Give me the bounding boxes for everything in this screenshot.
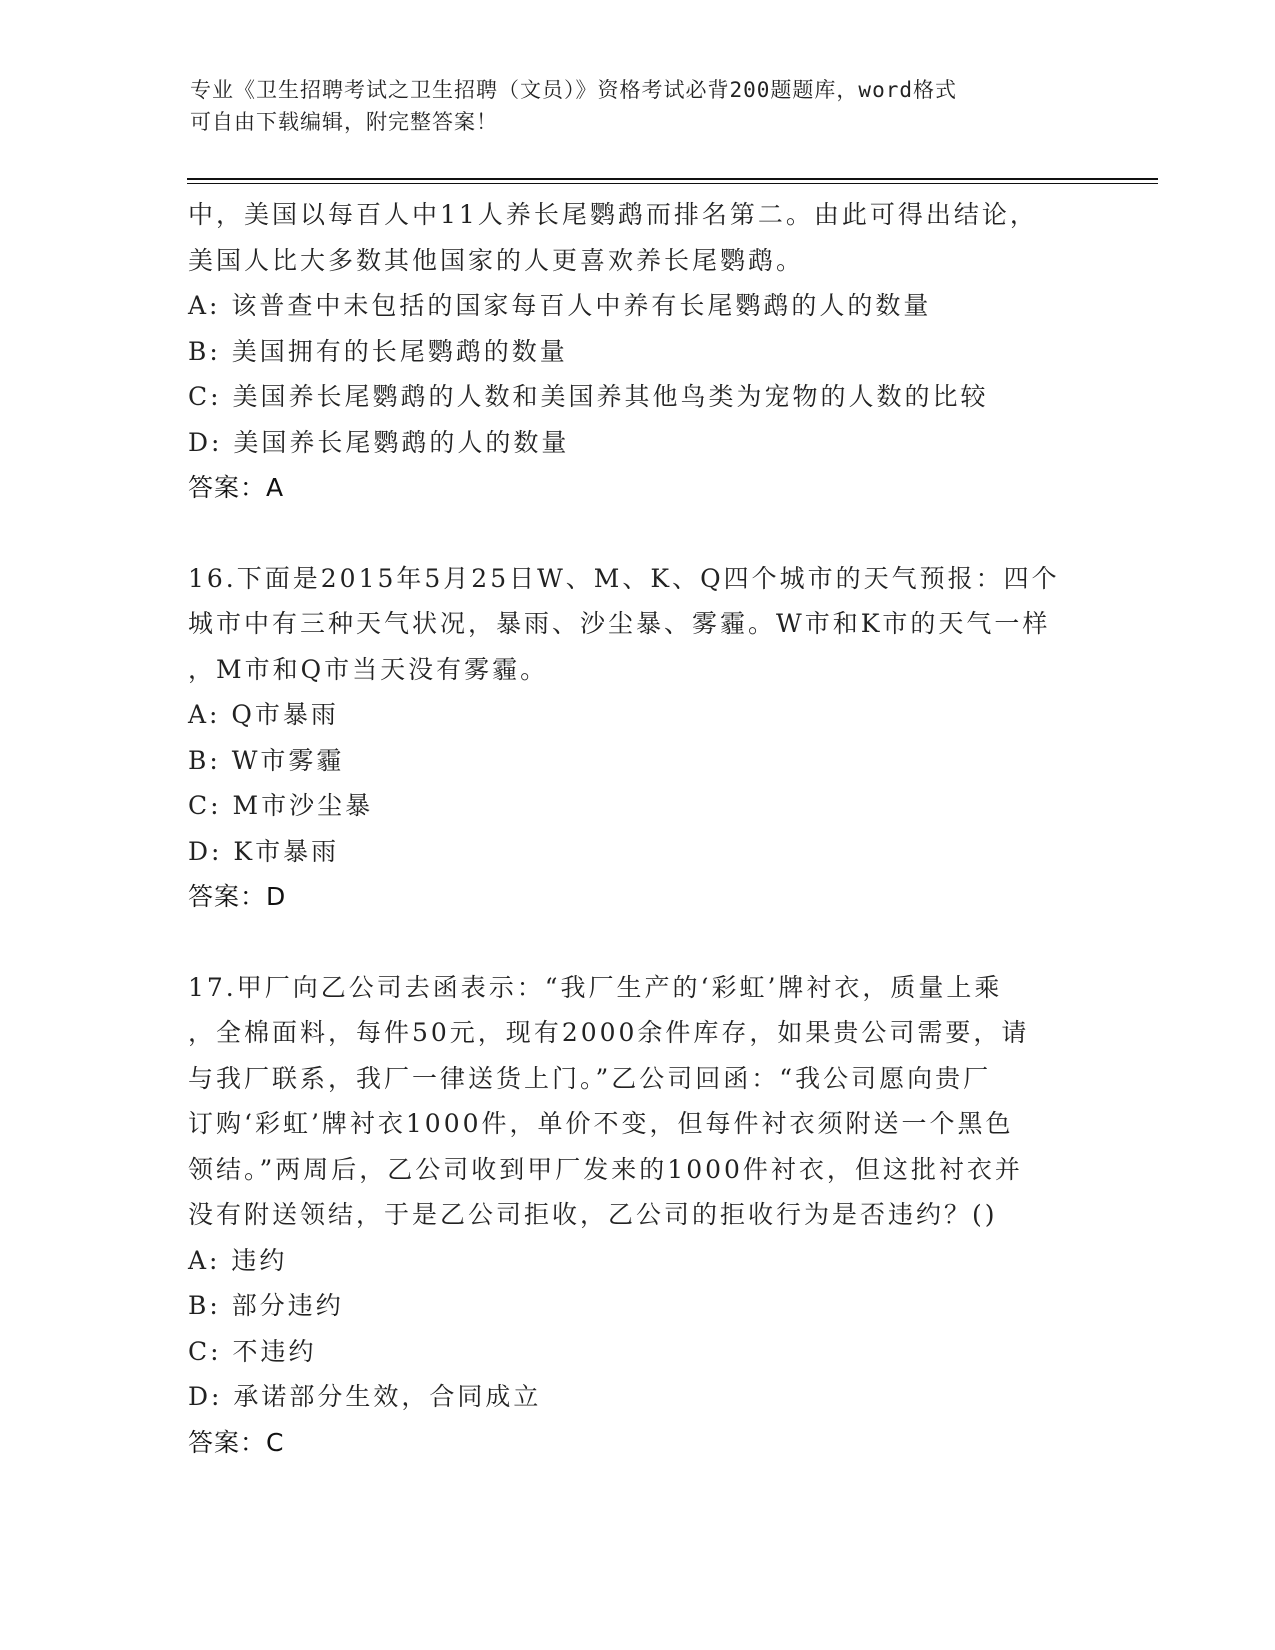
header-title-line-1: 专业《卫生招聘考试之卫生招聘（文员）》资格考试必背200题题库，word格式 (190, 78, 957, 102)
question-stem-line: 领结。”两周后，乙公司收到甲厂发来的1000件衬衣，但这批衬衣并 (188, 1154, 1023, 1184)
answer-line: 答案：A (188, 473, 285, 502)
option-c: C: 不违约 (188, 1336, 317, 1366)
question-block-continued (188, 192, 1108, 511)
question-stem-line: 16.下面是2015年5月25日W、M、K、Q四个城市的天气预报：四个 (188, 563, 1060, 593)
option-a: A: Q市暴雨 (188, 700, 339, 729)
question-stem-line: 与我厂联系，我厂一律送货上门。”乙公司回函：“我公司愿向贵厂 (188, 1063, 992, 1093)
option-d: D: 美国养长尾鹦鹉的人的数量 (188, 427, 570, 457)
header-divider-thin (187, 183, 1158, 184)
answer-line: 答案：D (188, 882, 287, 911)
question-block-16 (188, 556, 1108, 920)
question-spacer (188, 511, 1108, 556)
option-d: D: 承诺部分生效，合同成立 (188, 1382, 542, 1411)
option-b: B: 部分违约 (188, 1291, 344, 1320)
header-title-line-2: 可自由下载编辑，附完整答案！ (190, 110, 498, 134)
option-b: B: 美国拥有的长尾鹦鹉的数量 (188, 336, 568, 366)
option-b: B: W市雾霾 (188, 745, 345, 775)
question-stem-line: 17.甲厂向乙公司去函表示：“我厂生产的‘彩虹’牌衬衣，质量上乘 (188, 972, 1003, 1002)
question-spacer (188, 920, 1108, 965)
question-content (188, 192, 1108, 1465)
option-c: C: 美国养长尾鹦鹉的人数和美国养其他鸟类为宠物的人数的比较 (188, 382, 989, 411)
option-a: A: 违约 (188, 1245, 288, 1275)
option-d: D: K市暴雨 (188, 836, 340, 866)
question-stem-line: ，M市和Q市当天没有雾霾。 (188, 654, 549, 684)
question-stem-line: ，全棉面料，每件50元，现有2000余件库存，如果贵公司需要，请 (188, 1018, 1030, 1047)
question-stem-line: 没有附送领结，于是乙公司拒收，乙公司的拒收行为是否违约？() (188, 1200, 998, 1229)
question-stem-line: 订购‘彩虹’牌衬衣1000件，单价不变，但每件衬衣须附送一个黑色 (188, 1109, 1014, 1138)
question-block-17 (188, 965, 1108, 1466)
question-stem-line: 中，美国以每百人中11人养长尾鹦鹉而排名第二。由此可得出结论， (188, 200, 1038, 229)
answer-line: 答案：C (188, 1427, 285, 1457)
question-stem-line: 美国人比大多数其他国家的人更喜欢养长尾鹦鹉。 (188, 245, 805, 275)
option-c: C: M市沙尘暴 (188, 791, 374, 820)
document-header (190, 74, 1090, 138)
header-divider-thick (187, 178, 1158, 180)
question-stem-line: 城市中有三种天气状况，暴雨、沙尘暴、雾霾。W市和K市的天气一样 (188, 609, 1051, 638)
option-a: A: 该普查中未包括的国家每百人中养有长尾鹦鹉的人的数量 (188, 291, 932, 320)
